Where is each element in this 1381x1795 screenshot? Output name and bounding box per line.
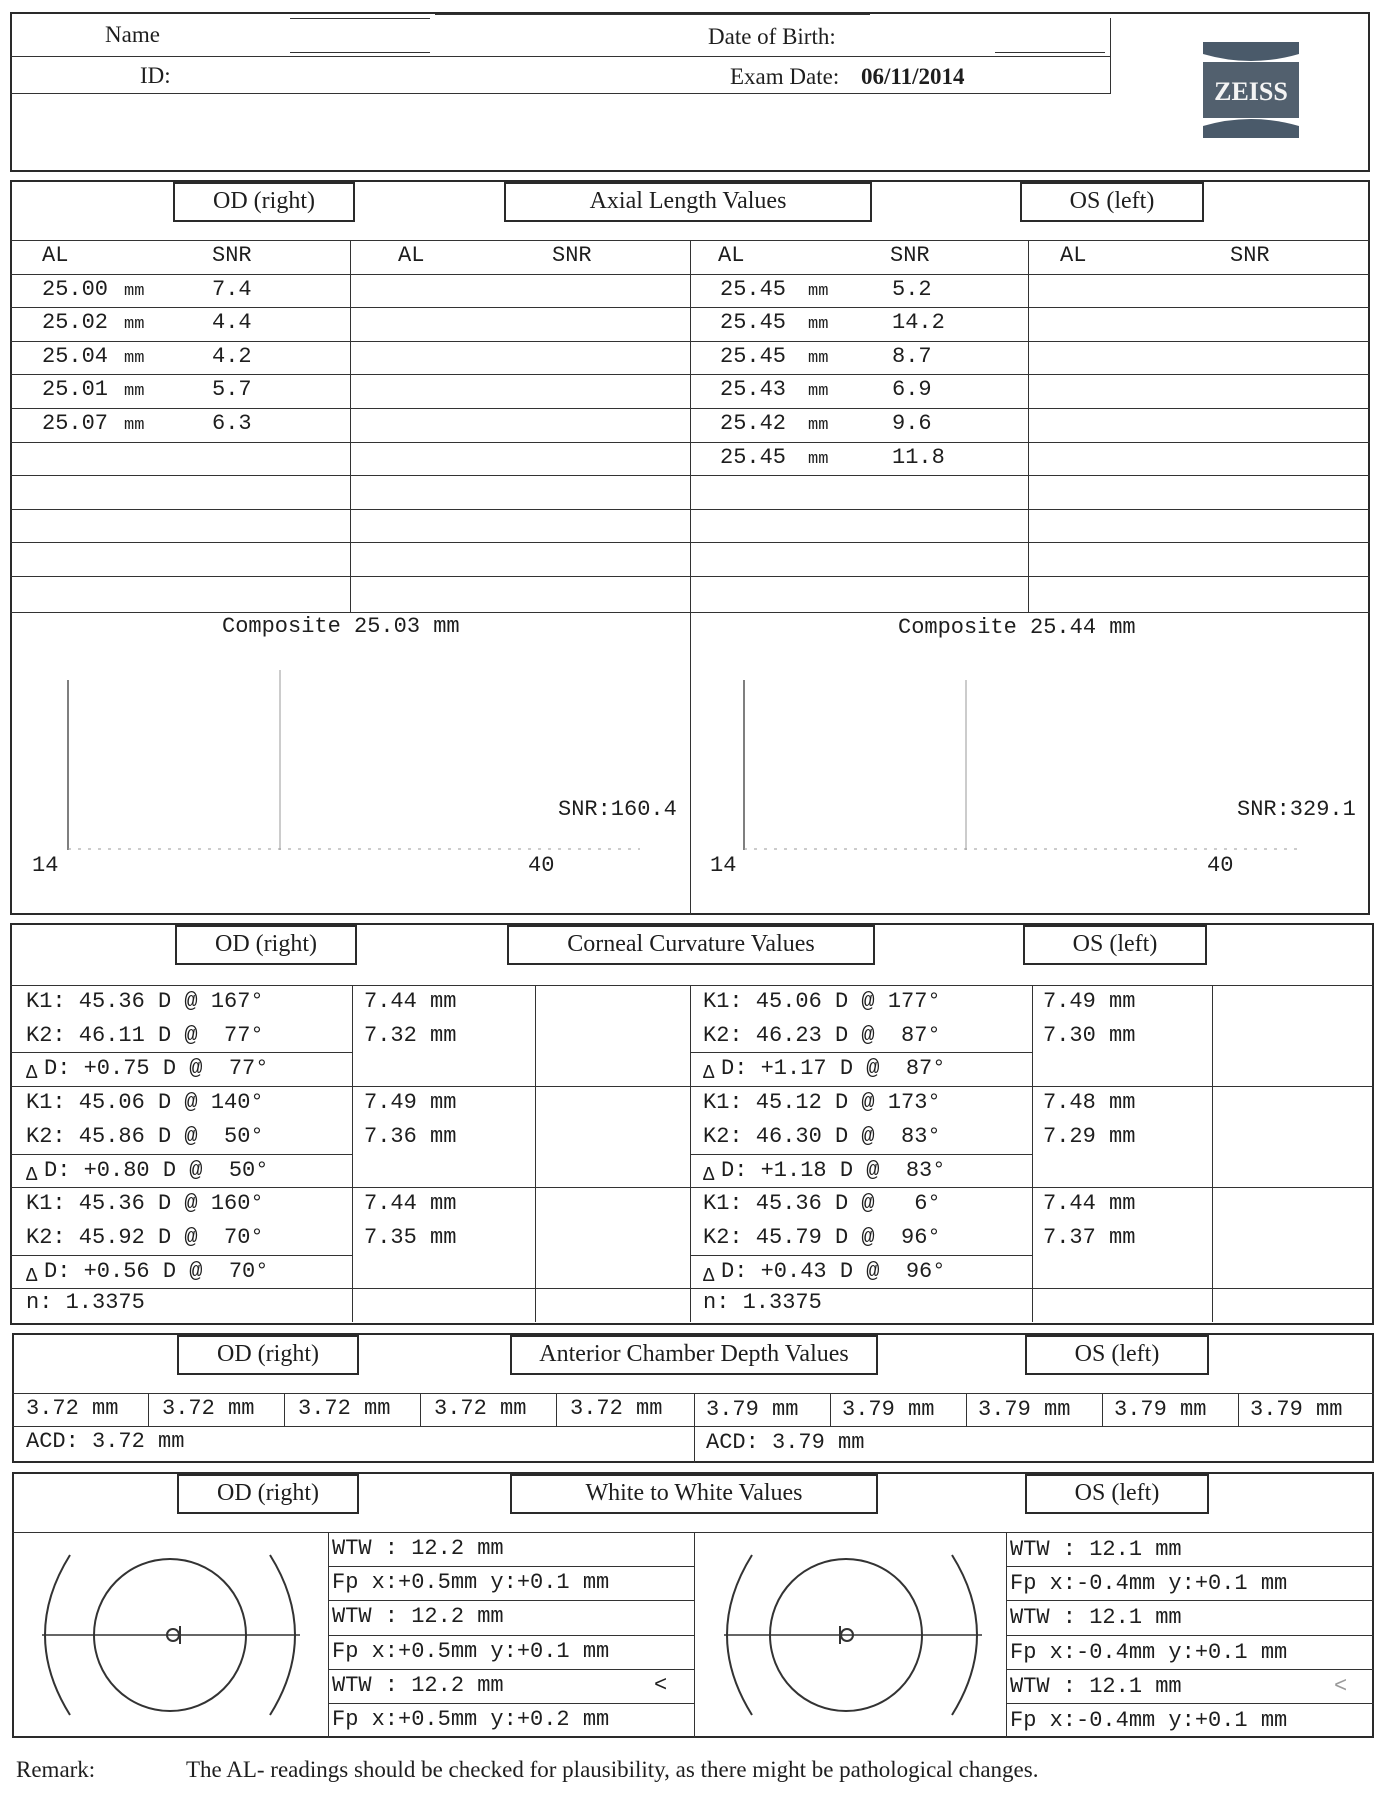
od-snr-header: SNR bbox=[212, 243, 252, 268]
od-wtw-row: WTW : 12.2 mm bbox=[332, 1672, 504, 1698]
os-snr-value: 9.6 bbox=[892, 411, 932, 436]
dob-blank-line bbox=[995, 52, 1105, 53]
od-echo-chart bbox=[60, 660, 660, 860]
od-al-value: 25.02 bbox=[42, 310, 109, 336]
od-snr: SNR:160.4 bbox=[558, 797, 677, 822]
od-al-unit: mm bbox=[124, 348, 145, 368]
od-snr-value: 5.7 bbox=[212, 377, 252, 403]
os-acd-reading: 3.79 mm bbox=[1114, 1397, 1207, 1422]
os-al-unit: mm bbox=[808, 382, 829, 402]
remark-label: Remark: bbox=[16, 1757, 96, 1782]
od-k1: K1: 45.36 D @ 167° bbox=[26, 989, 264, 1014]
od-k2: K2: 46.11 D @ 77° bbox=[26, 1022, 264, 1048]
os-k1: K1: 45.36 D @ 6° bbox=[703, 1191, 941, 1217]
os-al-value: 25.45 bbox=[720, 276, 787, 302]
os-al-unit: mm bbox=[808, 348, 829, 368]
os-r2: 7.37 mm bbox=[1043, 1224, 1136, 1250]
chart-center-divider bbox=[690, 612, 691, 915]
od-selected-marker: < bbox=[654, 1672, 668, 1698]
os-snr-value: 6.9 bbox=[892, 377, 932, 403]
corneal-os-delta-line bbox=[690, 1052, 1032, 1053]
axial-col-divider bbox=[350, 240, 351, 612]
od-delta-symbol: Δ bbox=[26, 1062, 38, 1085]
os-selected-marker: < bbox=[1334, 1673, 1348, 1699]
corneal-group-line bbox=[10, 1187, 1374, 1188]
od-wtw-row: Fp x:+0.5mm y:+0.1 mm bbox=[332, 1638, 610, 1664]
header-inner-bottom bbox=[10, 93, 1110, 94]
od-al-unit: mm bbox=[124, 315, 145, 335]
od-eye-diagram bbox=[30, 1540, 330, 1730]
od-delta-symbol: Δ bbox=[26, 1163, 38, 1186]
od-snr-value: 7.4 bbox=[212, 276, 252, 302]
corneal-od-delta-line bbox=[10, 1154, 352, 1155]
corneal-col-divider bbox=[1212, 985, 1213, 1322]
od-k2: K2: 45.92 D @ 70° bbox=[26, 1224, 264, 1250]
dob-label: Date of Birth: bbox=[708, 24, 836, 49]
wtw-center-divider bbox=[694, 1532, 695, 1738]
od-r2: 7.36 mm bbox=[364, 1123, 457, 1149]
od-delta: D: +0.75 D @ 77° bbox=[44, 1056, 269, 1082]
wtw-od-label: OD (right) bbox=[177, 1474, 359, 1514]
os-refractive-index: n: 1.3375 bbox=[703, 1290, 822, 1316]
os-r1: 7.48 mm bbox=[1043, 1090, 1136, 1116]
os-wtw-row: Fp x:-0.4mm y:+0.1 mm bbox=[1010, 1571, 1288, 1597]
od-al-value: 25.04 bbox=[42, 343, 109, 369]
acd-col-divider bbox=[556, 1393, 557, 1426]
od-wtw-row: WTW : 12.2 mm bbox=[332, 1604, 504, 1630]
os-acd-reading: 3.79 mm bbox=[978, 1397, 1071, 1422]
zeiss-logo bbox=[1203, 42, 1299, 138]
od-r2: 7.35 mm bbox=[364, 1224, 457, 1250]
od-k2: K2: 45.86 D @ 50° bbox=[26, 1123, 264, 1149]
od-r1: 7.44 mm bbox=[364, 989, 457, 1014]
os-k2: K2: 46.23 D @ 87° bbox=[703, 1022, 941, 1048]
os-delta: D: +1.17 D @ 87° bbox=[721, 1056, 946, 1082]
os-k1: K1: 45.12 D @ 173° bbox=[703, 1090, 941, 1116]
acd-col-divider bbox=[1102, 1393, 1103, 1426]
axial-col-divider bbox=[690, 240, 691, 612]
os-snr-value: 11.8 bbox=[892, 444, 945, 470]
od-acd-mean: ACD: 3.72 mm bbox=[26, 1429, 185, 1454]
header-inner-divider bbox=[10, 56, 1110, 57]
od-wtw-row: Fp x:+0.5mm y:+0.2 mm bbox=[332, 1707, 610, 1732]
od-al-unit: mm bbox=[124, 382, 145, 402]
patient-header-box bbox=[10, 12, 1370, 172]
os-k1: K1: 45.06 D @ 177° bbox=[703, 989, 941, 1014]
od2-al-header: AL bbox=[398, 243, 425, 268]
od-al-unit: mm bbox=[124, 281, 145, 301]
os-echo-chart bbox=[738, 660, 1338, 860]
header-top-blank bbox=[290, 18, 430, 19]
os-al-header: AL bbox=[718, 243, 745, 268]
os2-snr-header: SNR bbox=[1230, 243, 1270, 268]
wtw-od-row-line bbox=[328, 1600, 694, 1601]
acd-title: Anterior Chamber Depth Values bbox=[510, 1335, 878, 1375]
wtw-od-row-line bbox=[328, 1635, 694, 1636]
od-snr-value: 4.4 bbox=[212, 310, 252, 336]
os-al-value: 25.45 bbox=[720, 444, 787, 470]
wtw-od-row-line bbox=[328, 1566, 694, 1567]
corneal-od-label: OD (right) bbox=[175, 925, 357, 965]
acd-col-divider bbox=[1238, 1393, 1239, 1426]
os-r2: 7.29 mm bbox=[1043, 1123, 1136, 1149]
os-r2: 7.30 mm bbox=[1043, 1022, 1136, 1048]
os-al-value: 25.43 bbox=[720, 377, 787, 403]
wtw-os-row-line bbox=[1006, 1600, 1374, 1601]
wtw-os-label: OS (left) bbox=[1025, 1474, 1209, 1514]
os-al-unit: mm bbox=[808, 315, 829, 335]
os-acd-mean: ACD: 3.79 mm bbox=[706, 1430, 865, 1455]
od-acd-reading: 3.72 mm bbox=[570, 1396, 663, 1421]
os-r1: 7.49 mm bbox=[1043, 989, 1136, 1014]
corneal-os-label: OS (left) bbox=[1023, 925, 1207, 965]
os-al-unit: mm bbox=[808, 416, 829, 435]
od-acd-reading: 3.72 mm bbox=[162, 1396, 255, 1421]
header-inner-right bbox=[1110, 18, 1111, 94]
od-acd-reading: 3.72 mm bbox=[26, 1396, 119, 1421]
corneal-title: Corneal Curvature Values bbox=[507, 925, 875, 965]
od-refractive-index: n: 1.3375 bbox=[26, 1290, 145, 1316]
od-k1: K1: 45.06 D @ 140° bbox=[26, 1090, 264, 1116]
os-wtw-row: Fp x:-0.4mm y:+0.1 mm bbox=[1010, 1639, 1288, 1665]
os-al-value: 25.42 bbox=[720, 411, 787, 436]
id-label: ID: bbox=[140, 63, 171, 88]
os-wtw-row: WTW : 12.1 mm bbox=[1010, 1605, 1182, 1631]
acd-grid-mid bbox=[12, 1426, 1374, 1427]
od-r1: 7.49 mm bbox=[364, 1090, 457, 1116]
os-wtw-row: WTW : 12.1 mm bbox=[1010, 1673, 1182, 1699]
od-al-value: 25.07 bbox=[42, 411, 109, 436]
acd-os-label: OS (left) bbox=[1025, 1335, 1209, 1375]
od-k1: K1: 45.36 D @ 160° bbox=[26, 1191, 264, 1217]
os-acd-reading: 3.79 mm bbox=[706, 1397, 799, 1422]
od-snr-value: 4.2 bbox=[212, 343, 252, 369]
os-al-value: 25.45 bbox=[720, 343, 787, 369]
od-al-unit: mm bbox=[124, 416, 145, 435]
corneal-grid-top bbox=[10, 985, 1374, 986]
os-acd-reading: 3.79 mm bbox=[1250, 1397, 1343, 1422]
corneal-od-delta-line bbox=[10, 1255, 352, 1256]
os-snr: SNR:329.1 bbox=[1237, 797, 1356, 822]
od-r1: 7.44 mm bbox=[364, 1191, 457, 1217]
od-delta: D: +0.80 D @ 50° bbox=[44, 1157, 269, 1183]
os-r1: 7.44 mm bbox=[1043, 1191, 1136, 1217]
axial-od-label: OD (right) bbox=[173, 182, 355, 222]
os-delta-symbol: Δ bbox=[703, 1264, 715, 1287]
os-acd-reading: 3.79 mm bbox=[842, 1397, 935, 1422]
corneal-col-divider bbox=[535, 985, 536, 1322]
corneal-group-line bbox=[10, 1288, 1374, 1289]
os2-al-header: AL bbox=[1060, 243, 1087, 268]
od-wtw-row: WTW : 12.2 mm bbox=[332, 1536, 504, 1561]
os-delta-symbol: Δ bbox=[703, 1163, 715, 1186]
wtw-os-row-line bbox=[1006, 1669, 1374, 1670]
wtw-header-divider bbox=[12, 1532, 1374, 1533]
od-axis-min: 14 bbox=[32, 853, 59, 878]
os-snr-value: 5.2 bbox=[892, 276, 932, 302]
os-snr-value: 14.2 bbox=[892, 310, 945, 336]
remark-text: The AL- readings should be checked for plausibility, as there might be pathological changes. bbox=[186, 1757, 1039, 1782]
os-k2: K2: 45.79 D @ 96° bbox=[703, 1224, 941, 1250]
od-al-value: 25.00 bbox=[42, 276, 109, 302]
os-delta-symbol: Δ bbox=[703, 1062, 715, 1085]
wtw-od-row-line bbox=[328, 1669, 694, 1670]
od-acd-reading: 3.72 mm bbox=[434, 1396, 527, 1421]
od-al-value: 25.01 bbox=[42, 377, 109, 403]
svg-text:ZEISS: ZEISS bbox=[1214, 77, 1288, 106]
acd-grid-top bbox=[12, 1393, 1374, 1394]
os-eye-diagram bbox=[712, 1540, 1012, 1730]
od-wtw-row: Fp x:+0.5mm y:+0.1 mm bbox=[332, 1570, 610, 1596]
os-axis-min: 14 bbox=[710, 853, 737, 878]
acd-col-divider bbox=[148, 1393, 149, 1426]
axial-os-label: OS (left) bbox=[1020, 182, 1204, 222]
exam-date-label: Exam Date: bbox=[730, 64, 840, 89]
wtw-os-row-line bbox=[1006, 1703, 1374, 1704]
acd-col-divider bbox=[694, 1393, 695, 1463]
axial-col-divider bbox=[1028, 240, 1029, 612]
os-delta: D: +0.43 D @ 96° bbox=[721, 1258, 946, 1284]
corneal-group-line bbox=[10, 1086, 1374, 1087]
exam-date-value: 06/11/2014 bbox=[861, 64, 965, 89]
os-wtw-row: Fp x:-0.4mm y:+0.1 mm bbox=[1010, 1708, 1288, 1733]
os-composite: Composite 25.44 mm bbox=[898, 615, 1136, 640]
od-delta-symbol: Δ bbox=[26, 1264, 38, 1287]
os-wtw-row: WTW : 12.1 mm bbox=[1010, 1537, 1182, 1562]
acd-col-divider bbox=[830, 1393, 831, 1426]
corneal-col-divider bbox=[690, 985, 691, 1322]
axial-title: Axial Length Values bbox=[504, 182, 872, 222]
acd-col-divider bbox=[966, 1393, 967, 1426]
wtw-os-row-line bbox=[1006, 1566, 1374, 1567]
os-delta: D: +1.18 D @ 83° bbox=[721, 1157, 946, 1183]
header-top-blank-2 bbox=[435, 14, 870, 15]
corneal-col-divider bbox=[352, 985, 353, 1322]
os-al-unit: mm bbox=[808, 281, 829, 301]
wtw-od-row-line bbox=[328, 1703, 694, 1704]
od-delta: D: +0.56 D @ 70° bbox=[44, 1258, 269, 1284]
od-composite: Composite 25.03 mm bbox=[222, 614, 460, 639]
od-axis-max: 40 bbox=[528, 853, 555, 878]
corneal-os-delta-line bbox=[690, 1255, 1032, 1256]
corneal-col-divider bbox=[1032, 985, 1033, 1322]
acd-od-label: OD (right) bbox=[177, 1335, 359, 1375]
od-r2: 7.32 mm bbox=[364, 1022, 457, 1048]
acd-col-divider bbox=[420, 1393, 421, 1426]
od2-snr-header: SNR bbox=[552, 243, 592, 268]
os-al-unit: mm bbox=[808, 449, 829, 469]
corneal-od-delta-line bbox=[10, 1052, 352, 1053]
name-label: Name bbox=[105, 22, 160, 47]
os-k2: K2: 46.30 D @ 83° bbox=[703, 1123, 941, 1149]
os-axis-max: 40 bbox=[1207, 853, 1234, 878]
wtw-os-row-line bbox=[1006, 1635, 1374, 1636]
od-snr-value: 6.3 bbox=[212, 411, 252, 436]
os-al-value: 25.45 bbox=[720, 310, 787, 336]
os-snr-value: 8.7 bbox=[892, 343, 932, 369]
corneal-os-delta-line bbox=[690, 1154, 1032, 1155]
od-acd-reading: 3.72 mm bbox=[298, 1396, 391, 1421]
name-blank-line bbox=[290, 52, 430, 53]
os-snr-header: SNR bbox=[890, 243, 930, 268]
od-al-header: AL bbox=[42, 243, 69, 268]
acd-col-divider bbox=[284, 1393, 285, 1426]
wtw-title: White to White Values bbox=[510, 1474, 878, 1514]
